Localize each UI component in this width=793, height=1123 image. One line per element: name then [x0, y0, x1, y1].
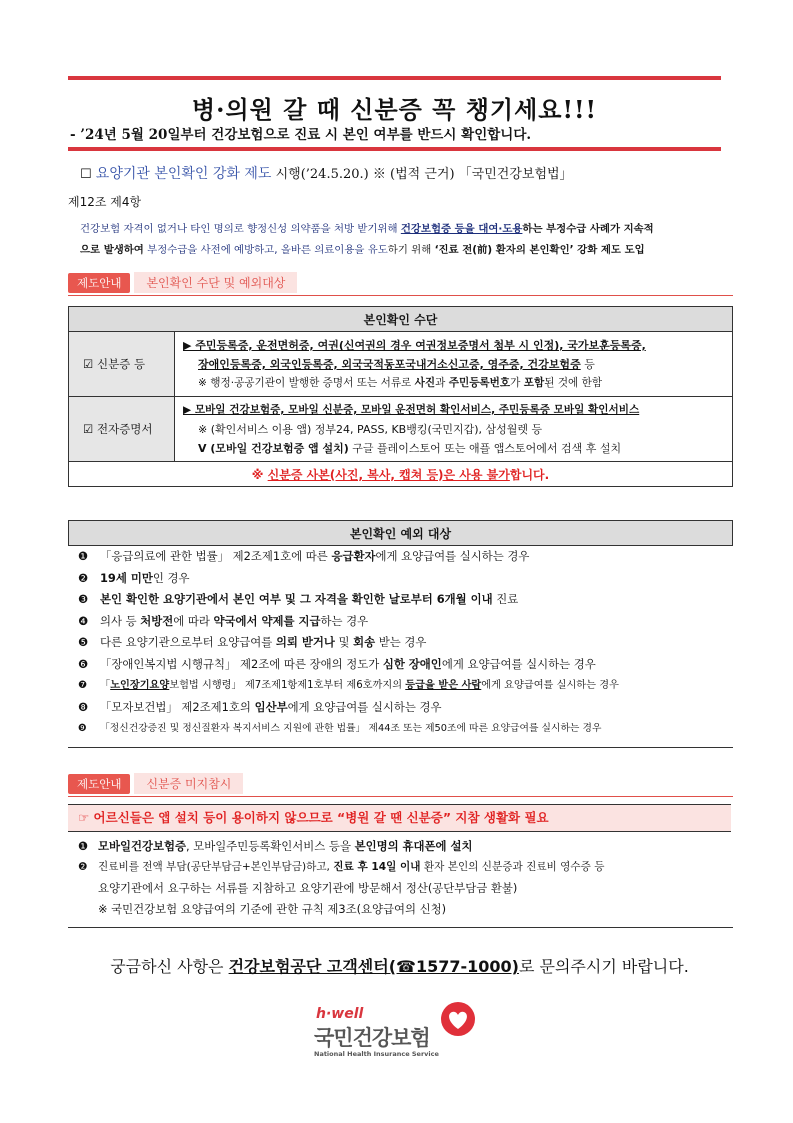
item-bold: 본인명의 휴대폰에 설치 [354, 839, 473, 853]
item-number: ❻ [78, 656, 89, 671]
item-text: 「장애인복지법 시행규칙」 제2조에 따른 장애의 정도가 [100, 656, 383, 671]
row-content [175, 397, 733, 462]
row-label: ☑ 신분증 등 [69, 332, 175, 397]
intro-text-7: ‘진료 전(前) 환자의 본인확인’ 강화 제도 도입 [434, 244, 645, 256]
exceptions-header: 본인확인 예외 대상 [69, 521, 733, 546]
list-item [78, 589, 728, 611]
item-text: 「정신건강증진 및 정신질환자 복지서비스 지원에 관한 법률」 제44조 또는 제50조에 따른 요양급여를 실시하는 경우 [100, 723, 602, 734]
item-text: 의사 등 [100, 613, 141, 628]
item-bold: 의뢰 받거나 [275, 635, 335, 649]
item-number: ❹ [78, 613, 89, 628]
item-text: 진료비를 전액 부담(공단부담금+본인부담금)하고, [98, 861, 334, 873]
copy-warning [69, 462, 733, 487]
page-title: 병·의원 갈 때 신분증 꼭 챙기세요!!! [191, 95, 598, 124]
exceptions-list [78, 546, 728, 740]
row-line: ▶ 주민등록증, 운전면허증, 여권(신여권의 경우 여권정보증명서 첨부 시 인정), 국가보훈등록증, [183, 339, 646, 352]
list-item [78, 568, 728, 590]
logo-english: National Health Insurance Service [314, 1050, 439, 1058]
checkbox-icon: ☐ [80, 167, 92, 182]
row-note: 과 [435, 377, 449, 389]
policy-line [80, 163, 573, 183]
section-badge: 제도안내 [68, 774, 130, 794]
exceptions-table [68, 520, 733, 546]
row-note: 가 [510, 377, 524, 389]
list-item-continued: 요양기관에서 요구하는 서류를 지참하고 요양기관에 방문해서 정산(공단부담금 환불) [98, 881, 518, 895]
list-item [78, 697, 728, 719]
item-text: 에 따라 [173, 613, 214, 628]
row-content [175, 332, 733, 397]
row-note-bold: 주민등록번호 [448, 377, 511, 389]
row-line: ▶ 모바일 건강보험증, 모바일 신분증, 모바일 운전면허 확인서비스, 주민등록증 모바일 확인서비스 [183, 404, 640, 416]
section-header-1 [68, 272, 297, 293]
id-means-table [68, 306, 733, 487]
item-number: ❷ [78, 570, 89, 585]
row-line-tail: 등 [580, 358, 595, 371]
row-note-bold: 포함 [523, 377, 545, 389]
item-bold: 응급환자 [331, 549, 376, 563]
exceptions-bottom-line [68, 747, 733, 748]
list-item [78, 836, 728, 857]
intro-text-6: 하기 위해 [387, 244, 432, 256]
intro-text-1: 건강보험 자격이 없거나 타인 명의로 향정신성 의약품을 처방 받기위해 [80, 223, 398, 235]
item-text: 에게 요양급여를 실시하는 경우 [481, 680, 619, 691]
section-divider [68, 295, 733, 296]
item-bold: 진료 후 14일 이내 [333, 861, 421, 873]
contact-text: 로 문의주시기 바랍니다. [518, 957, 689, 976]
customer-center-link[interactable]: 건강보험공단 고객센터(☎1577-1000) [228, 957, 519, 976]
item-bold: 처방전 [140, 613, 174, 628]
section-title: 신분증 미지참시 [134, 773, 243, 794]
policy-name: 요양기관 본인확인 강화 제도 [95, 166, 272, 182]
item-bold: 본인 확인한 요양기관에서 본인 여부 및 그 자격을 확인한 날로부터 6개월 이내 [100, 592, 493, 606]
item-number: ❶ [78, 549, 89, 563]
row-note: ※ 행정·공공기관이 발행한 증명서 또는 서류로 [198, 377, 415, 389]
no-id-list [78, 836, 728, 920]
item-text: 에게 요양급여를 실시하는 경우 [441, 656, 596, 671]
item-number: ❶ [78, 839, 89, 853]
item-bold: 약국에서 약제를 지급 [213, 613, 321, 628]
intro-text-2: 건강보험증 등을 대여·도용 [400, 223, 523, 235]
policy-article: 제12조 제4항 [68, 195, 142, 209]
list-item [78, 654, 728, 676]
no-id-bottom-line [68, 927, 733, 928]
row-line-bold: V (모바일 건강보험증 앱 설치) [198, 442, 349, 455]
intro-text-3: 하는 부정수급 사례가 지속적 [522, 223, 654, 235]
section-header-2 [68, 773, 243, 794]
item-number: ❷ [78, 861, 88, 873]
callout-text: ☞ 어르신들은 앱 설치 등이 용이하지 않으므로 “병원 갈 땐 신분증” 지참 생활화 필요 [78, 810, 549, 825]
contact-line [68, 954, 731, 977]
list-item [78, 632, 728, 654]
intro-text-4: 으로 발생하여 [80, 244, 144, 256]
item-bold: 심한 장애인 [382, 656, 442, 671]
list-note: ※ 국민건강보험 요양급여의 기준에 관한 규칙 제3조(요양급여의 신청) [98, 902, 447, 916]
logo-name: 국민건강보험 [314, 1026, 430, 1050]
item-number: ❼ [78, 680, 88, 691]
warning-text: 신분증 사본(사진, 복사, 캡쳐 등)은 사용 불가 [267, 467, 510, 482]
item-text: 「모자보건법」 제2조제1호의 [100, 699, 255, 714]
row-line: 장애인등록증, 외국인등록증, 외국국적동포국내거소신고증, 영주증, 건강보험증 [198, 358, 581, 371]
policy-effective: 시행(’24.5.20.) [275, 167, 369, 182]
table-row [69, 397, 733, 462]
list-item [78, 675, 728, 697]
warning-mark: ※ [251, 467, 268, 482]
item-bold: 등급을 받은 사람 [405, 680, 482, 691]
item-number: ❸ [78, 592, 89, 606]
item-text: 인 경우 [152, 570, 190, 585]
warning-text-end: 합니다. [509, 467, 550, 482]
list-item [78, 718, 728, 740]
bottom-red-bar [68, 147, 721, 151]
policy-basis: ※ (법적 근거) 「국민건강보험법」 [372, 167, 573, 182]
section-title: 본인확인 수단 및 예외대상 [134, 272, 297, 293]
row-line: ※ (확인서비스 이용 앱) 정부24, PASS, KB뱅킹(국민지갑), 삼성월렛 등 [198, 423, 543, 436]
list-item [78, 611, 728, 633]
table-row [69, 332, 733, 397]
item-text: 및 [334, 635, 354, 649]
intro-text-5: 부정수급을 사전에 예방하고, 올바른 의료이용을 유도 [147, 244, 388, 256]
item-bold: 노인장기요양 [110, 680, 170, 691]
item-text: , 모바일주민등록확인서비스 등을 [186, 839, 355, 853]
item-text: 에게 요양급여를 실시하는 경우 [375, 549, 530, 563]
item-text: 에게 요양급여를 실시하는 경우 [287, 699, 442, 714]
item-bold: 19세 미만 [100, 570, 153, 585]
item-text: 보험법 시행령」 제7조제1항제1호부터 제6호까지의 [169, 680, 406, 691]
item-bold: 임산부 [254, 699, 288, 714]
item-text: 「 [100, 680, 111, 691]
item-number: ❽ [78, 699, 89, 714]
item-text: 다른 요양기관으로부터 요양급여를 [100, 635, 276, 649]
item-text: 받는 경우 [375, 635, 427, 649]
item-text: 진료 [492, 592, 519, 606]
item-bold: 회송 [353, 635, 376, 649]
item-number: ❺ [78, 635, 89, 649]
contact-text: 궁금하신 사항은 [110, 957, 229, 976]
list-item [78, 546, 728, 568]
row-label: ☑ 전자증명서 [69, 397, 175, 462]
top-red-bar [68, 76, 721, 80]
intro-paragraph [80, 219, 730, 261]
logo-heart-icon [436, 1002, 480, 1038]
row-line: 구글 플레이스토어 또는 애플 앱스토어에서 검색 후 설치 [348, 442, 622, 455]
item-bold: 모바일건강보험증 [98, 839, 187, 853]
logo-brand: h·well [316, 1006, 364, 1022]
page-subtitle: - ’24년 5월 20일부터 건강보험으로 진료 시 본인 여부를 반드시 확인합니다. [70, 127, 532, 143]
elderly-callout [68, 804, 731, 832]
item-text: 환자 본인의 신분증과 진료비 영수증 등 [420, 861, 605, 873]
section-badge: 제도안내 [68, 273, 130, 293]
row-note-bold: 사진 [414, 377, 436, 389]
nhis-logo [308, 1002, 488, 1062]
section-divider [68, 796, 733, 797]
item-text: 「응급의료에 관한 법률」 제2조제1호에 따른 [100, 549, 332, 563]
list-item [78, 857, 728, 878]
item-text: 하는 경우 [320, 613, 369, 628]
table-header: 본인확인 수단 [69, 307, 733, 332]
item-number: ❾ [78, 723, 87, 734]
row-note: 된 것에 한함 [544, 377, 603, 389]
